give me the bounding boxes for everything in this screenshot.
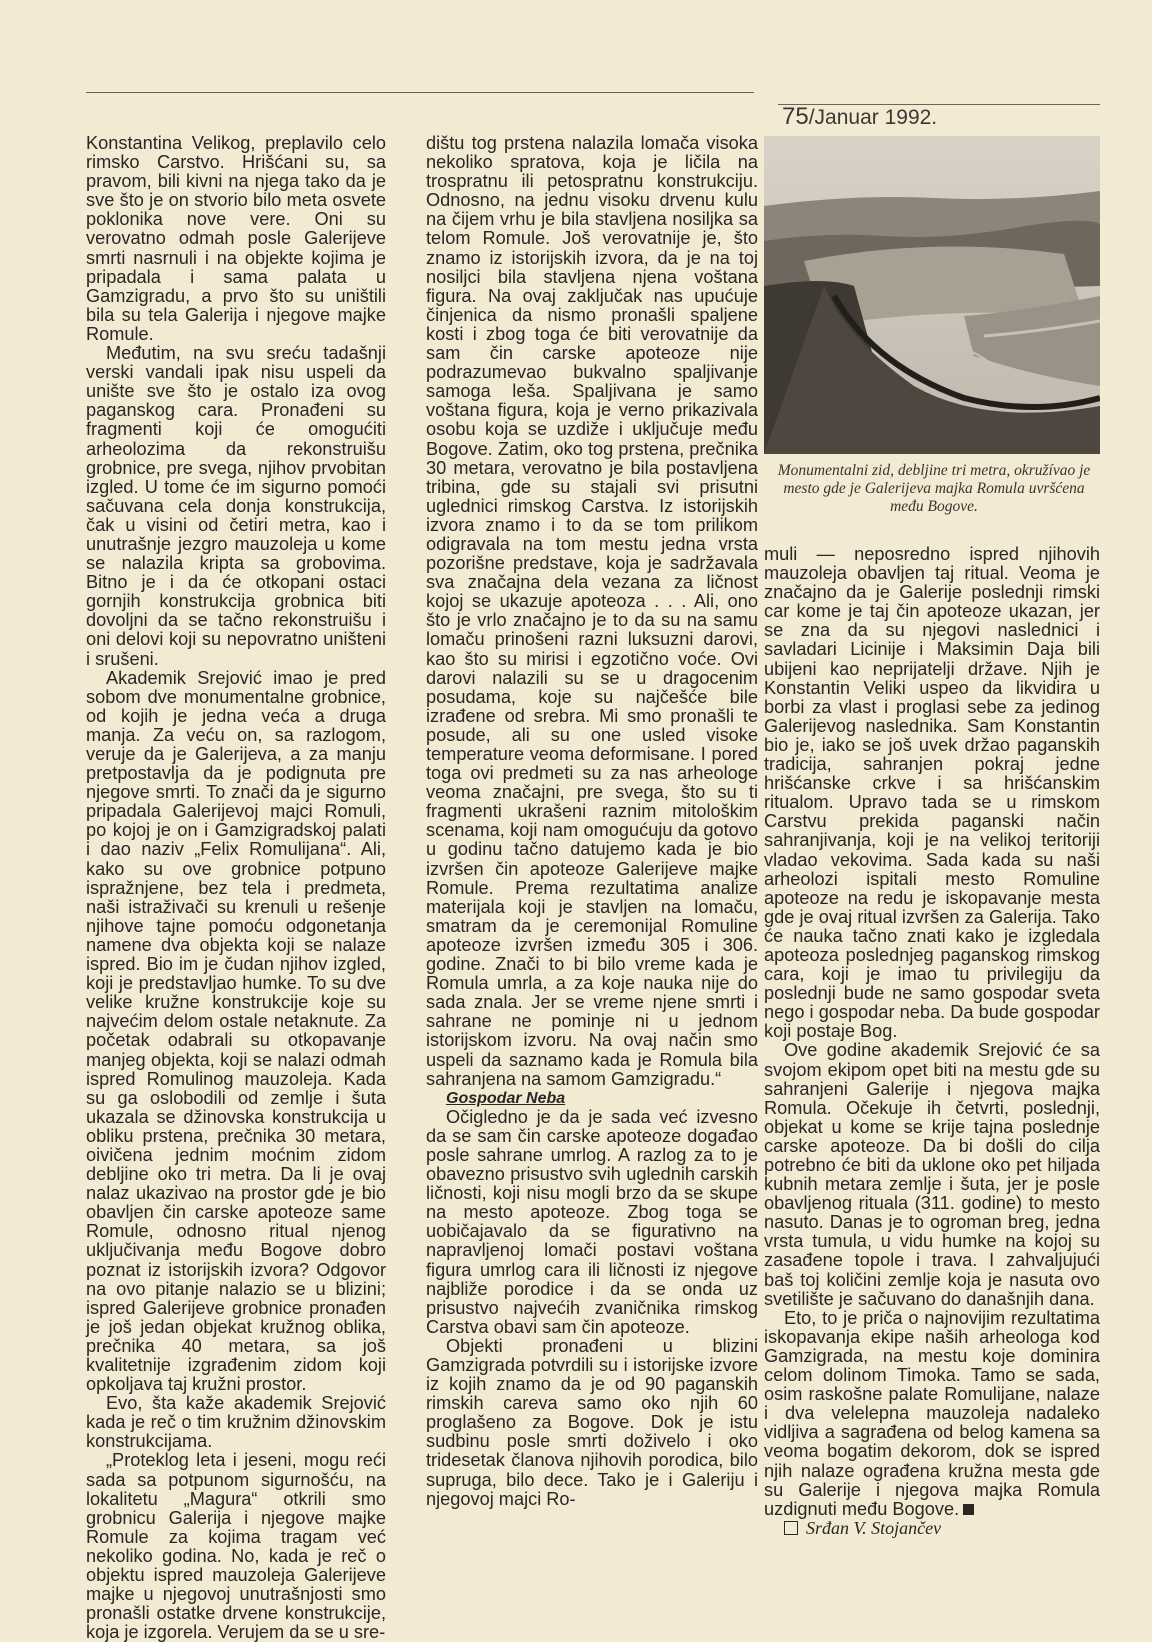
paragraph: Akademik Srejović imao je pred sobom dve monumentalne grobnice, od kojih je jedna veća a druga manja. Za veću on, sa razlogom, veruje da je Galerijeva, a za manju pretpostavlja da je podignuta pre njegove smrti. To znači da je sigurno pripadala Galerijevoj majci Romuli, po kojoj je on i Gamzigradskoj palati i dao naziv „Felix Romulijana“. Ali, kako su ove grobnice potpuno ispražnjene, bez tela i predmeta, naši istraživači su krenuli u rešenje njihove tajne pomoću odgonetanja namene dva objekta koji se nalaze ispred. Bio im je čudan njihov izgled, koji je predstavljao humke. To su dve velike kružne konstrukcije koje su najvećim delom ostale netaknute. Za početak odabrali su otkopavanje manjeg objekta, koji se nalazi odmah ispred Romulinog mauzoleja. Kada su ga oslobodili od zemlje i šuta ukazala se džinovska konstrukcija u obliku prstena, prečnika 30 metara, oivičena jednim moćnim zidom debljine oko tri metra. Da li je ovaj nalaz ukazivao na prostor gde je bio obavljen čin carske apoteoze same Romule, odnosno ritual njenog uključivanja među Bogove dobro poznat iz istorijskih izvora? Odgovor na ovo pitanje nalazio se u blizini; ispred Galerijeve grobnice pronađen je još jedan objekat kružnog oblika, prečnika 40 metara, sa još kvalitetnije izgrađenim zidom koji opkoljava taj kružni prostor. <box>86 667 386 1395</box>
folio-separator: / <box>808 106 815 129</box>
author-name: Srđan V. Stojančev <box>806 1517 942 1538</box>
paragraph <box>764 1309 1100 1519</box>
paragraph-text: Eto, to je priča o najnovijim rezultatima iskopavanja ekipe naših arheologa kod Gamzigrada, na mestu koje dominira celom dolinom Timoka. Tamo se sada, osim raskošne palate Romulijane, nalaze i dva velelepna mauzoleja nadaleko vidljiva a sagrađena od belog kamena sa veoma bogatim dekorom, dok se ispred njih nalaze ograđena kružna mesta gde su Galerije i njegova majka Romula uzdignuti među Bogove. <box>764 1307 1100 1519</box>
paragraph: muli — neposredno ispred njihovih mauzoleja obavljen taj ritual. Veoma je značajno da je Galerije poslednji rimski car kome je taj čin apoteoze ukazan, jer se zna da su njegovi naslednici i savladari Licinije i Maksimin Daja bili ubijeni kao neprijatelji države. Njih je Konstantin Veliki uspeo da likvidira u borbi za vlast i proglasi sebe za jedinog Galerijevog naslednika. Sam Konstantin bio je, iako se još uvek držao paganskih tradicija, sahranjen pokraj jedne hrišćanske crkve i sa hrišćanskim ritualom. Upravo tada se u rimskom Carstvu prekida paganski način sahranjivanja, koji je na velikoj teritoriji vladao vekovima. Sada kada su naši arheolozi ispitali mesto Romuline apoteoze na redu je iskopavanje mesta gde je ovaj ritual izvršen za Galerija. Tako će nauka tačno znati kako je izgledala apoteoza poslednjeg paganskog rimskog cara, koji je imao tu privilegiju da poslednji bude ne samo gospodar sveta nego i gospodar neba. Da bude gospodar koji postaje Bog. <box>764 544 1100 1042</box>
issue-date: Januar 1992. <box>814 106 938 129</box>
author-byline <box>764 1519 1100 1538</box>
column-1 <box>86 134 386 1642</box>
paragraph: dištu tog prstena nalazila lomača visoka nekoliko spratova, koja je ličila na trospratnu ili petospratnu konstrukciju. Odnosno, na jednu visoku drvenu kulu na čijem vrhu je bila stavljena nosiljka sa telom Romule. Još verovatnije je, što znamo iz istorijskih izvora, da je na toj nosiljci bila stavljena njena voštana figura. Na ovaj zaključak nas upućuje činjenica da nismo pronašli spaljene kosti i zbog toga će biti verovatnije da sam čin carske apoteoze nije podrazumevao bukvalno spaljivanje samoga leša. Spaljivana je samo voštana figura, koja je verno prikazivala osobu koja se uzdiže i uključuje među Bogove. Zatim, oko tog prstena, prečnika 30 metara, verovatno je bila postavljena tribina, gde su stajali svi prisutni uglednici rimskog Carstva. Iz istorijskih izvora znamo i to da se tom prilikom odigravala na tom mestu jedna vrsta pozorišne predstave, koja je sadržavala sva značajna dela vezana za ličnost kojoj se ukazuje apoteoza . . . Ali, ono što je vrlo značajno je to da su na samu lomaču prinošeni razni luksuzni darovi, kao što su mirisi i egzotično voće. Ovi darovi nalazili su se u dragocenim posudama, koje su najčešće bile izrađene od srebra. Mi smo pronašli te posude, ali su one usled visoke temperature veoma deformisane. I pored toga ovi predmeti su za nas arheologe veoma značajni, pre svega, što su ti fragmenti ukrašeni raznim mitološkim scenama, koji nam omogućuju da gotovo u godinu tačno datujemo kada je bio izvršen čin apoteoze Galerijeve majke Romule. Prema rezultatima analize materijala koji je stavljen na lomaču, smatram da je ceremonijal Romuline apoteoze izvršen između 305 i 306. godine. Znači to bi bilo vreme kada je Romula umrla, a za koje nauka nije do sada znala. Jer se vreme njene smrti i sahrane ne pominje ni u jednom istorijskom izvoru. Na ovaj način smo uspeli da saznamo kada je Romula bila sahranjena na samom Gamzigradu.“ <box>426 133 758 1089</box>
paragraph: Očigledno je da je sada već izvesno da se sam čin carske apoteoze događao posle sahrane umrlog. A razlog za to je obavezno prisustvo svih uglednih carskih ličnosti, koji nisu mogli brzo da se skupe na mesto apoteoze. Zbog toga se uobičajavalo da se figurativno na napravljenoj lomači postavi voštana figura umrlog cara ili ličnosti iz njegove najbliže porodice i da se onda uz prisustvo najvećih zvaničnika rimskog Carstva obavi sam čin apoteoze. <box>426 1106 758 1337</box>
excavation-photo <box>764 136 1100 454</box>
paragraph: Ove godine akademik Srejović će sa svojom ekipom opet biti na mestu gde su sahranjeni Galerije i njegova majka Romula. Očekuje ih četvrti, poslednji, objekat u kome se krije tajna poslednje carske apoteoze. Da bi došli do cilja potrebno će biti da uklone oko pet hiljada kubnih metara zemlje i šuta, jer je posle obavljenog rituala (311. godine) to mesto nasuto. Danas je to ogroman breg, jedna vrsta tumula, u vidu humke na kojoj su zasađene topole i trava. I zahvaljujući baš toj količini zemlje koja je nasuta ovo svetilište je sačuvano do današnjih dana. <box>764 1040 1100 1309</box>
column-3 <box>764 545 1100 1538</box>
header-rule-left <box>86 92 754 93</box>
photo-caption: Monumentalni zid, debljine tri metra, okružívao je mesto gde je Galerijeva majka Romula uvršćena među Bogove. <box>777 462 1091 515</box>
page-number: 75 <box>782 103 809 130</box>
paragraph: Konstantina Velikog, preplavilo celo rimsko Carstvo. Hrišćani su, sa pravom, bili kivni na njega tako da je sve što je on stvorio bilo meta osvete poklonika nove vere. Oni su verovatno odmah posle Galerijeve smrti nasrnuli i na objekte kojima je pripadala i sama palata u Gamzigradu, a prvo što su uništili bila su tela Galerija i njegove majke Romule. <box>86 133 386 344</box>
box-bullet-icon <box>784 1521 798 1535</box>
column-2 <box>426 134 758 1509</box>
section-subheading: Gospodar Neba <box>446 1089 566 1107</box>
paragraph: Objekti pronađeni u blizini Gamzigrada potvrdili su i istorijske izvore iz kojih znamo da je od 90 paganskih rimskih careva samo oko njih 60 proglašeno za Bogove. Dok je istu sudbinu posle smrti doživelo i oko tridesetak članova njihovih porodica, bilo supruga, bilo dece. Tako je i Galeriju i njegovoj majci Ro- <box>426 1335 758 1509</box>
paragraph: Evo, šta kaže akademik Srejović kada je reč o tim kružnim džinovskim konstrukcijama. <box>86 1393 386 1452</box>
end-of-article-mark <box>963 1504 974 1515</box>
paragraph: Međutim, na svu sreću tadašnji verski vandali ipak nisu uspeli da unište sve što je ostalo iza ovog paganskog cara. Pronađeni su fragmenti koji će omogućiti arheolozima da rekonstruišu grobnice, pre svega, njihov prvobitan izgled. U tome će im sigurno pomoći sačuvana cela donja konstrukcija, čak u visini od četiri metra, kao i unutrašnje jezgro mauzoleja u kome se nalazila kripta sa grobovima. Bitno je i da će otkopani ostaci gornjih konstrukcija grobnica biti dovoljni da se tačno rekonstruišu i oni delovi koji su nepovratno uništeni i srušeni. <box>86 343 386 669</box>
page-folio <box>782 103 937 131</box>
photo-illustration <box>764 136 1100 454</box>
paragraph: „Proteklog leta i jeseni, mogu reći sada sa potpunom sigurnošću, na lokalitetu „Magura“ otkrili smo grobnicu Galerija i njegove majke Romule za kojima tragam već nekoliko godina. No, kada je reč o objektu ispred mauzoleja Galerijeve majke u njegovoj unutrašnjosti smo pronašli ostatke drvene konstrukcije, koja je izgorela. Verujem da se u sre- <box>86 1450 386 1642</box>
